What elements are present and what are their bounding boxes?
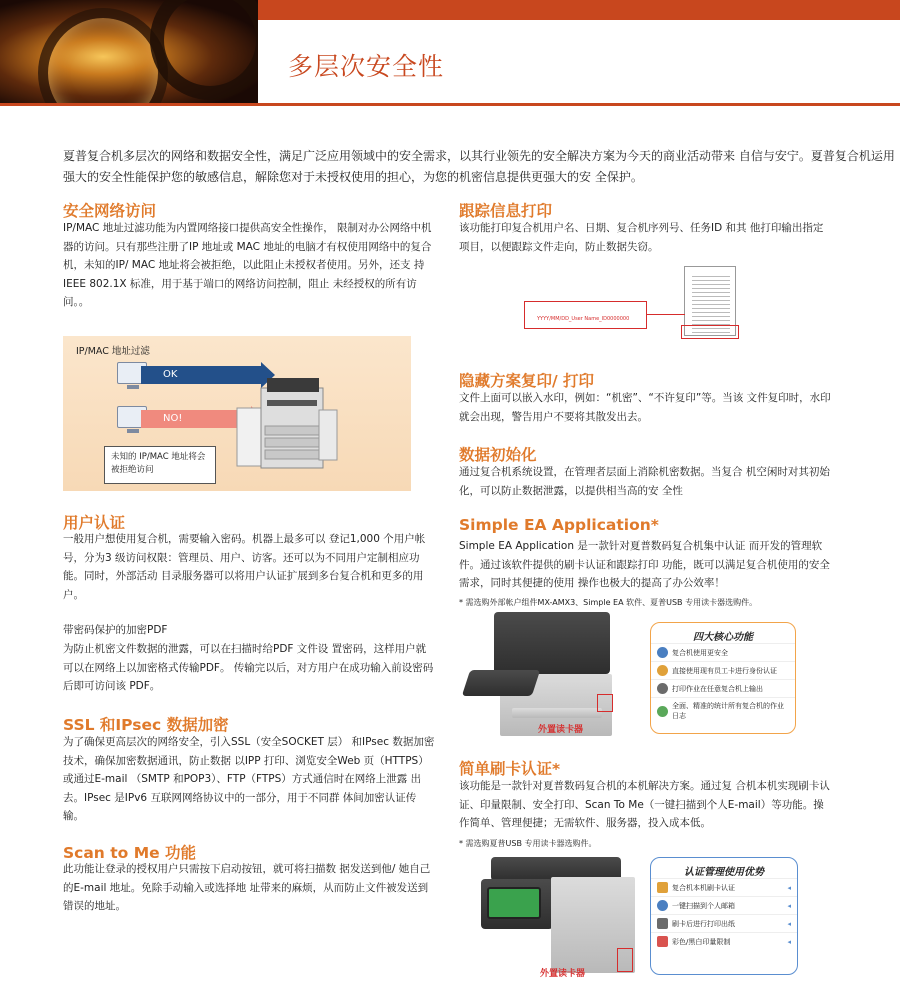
copier-icon [231,370,341,480]
user-auth-body: 一般用户想使用复合机，需要输入密码。机器上最多可以 登记1,000 个用户帐号，分为3 级访问权限：管理员、用户、访客。还可以为不同用户定制相应功能。同时，外部活动 目录服务器可以将用户认证扩展到多台复合机和更多的用户。 [63,533,426,601]
feature-item: 复合机使用更安全 [651,643,795,661]
feature-item: 全面、精准的统计所有复合机的作业日志 [651,697,795,724]
printer-icon [657,918,668,929]
card-reader-highlight [617,948,633,972]
mfp-image [466,612,644,740]
no-label: NO! [163,413,183,424]
tracking-figure [524,266,739,346]
intro-paragraph: 夏普复合机多层次的网络和数据安全性，满足广泛应用领域中的安全需求，以其行业领先的安全解决方案为今天的商业活动带来 自信与安宁。夏普复合机运用强大的安全性能保护您的敏感信息，解除您对于未授权使用的担心，为您的机密信息提供更强大的安 全保护。 [63,149,895,184]
tracking-body: 该功能打印复合机用户名、日期、复合机序列号、任务ID 和其 他打印输出指定项目，以便跟踪文件走向，防止数据失窃。 [459,222,824,253]
card-reader-label: 外置读卡器 [538,725,584,735]
card-reader-highlight [597,694,613,712]
tracking-heading: 跟踪信息打印 [459,202,553,220]
header-photo [0,0,258,103]
scan-to-me-heading: Scan to Me 功能 [63,844,197,862]
net-access-heading: 安全网络访问 [63,202,157,220]
advantage-item: 彩色/黑白印量限制 ◂ [651,932,797,950]
printer-icon [657,683,668,694]
header-accent-bar [258,0,900,20]
mail-icon [657,900,668,911]
pdf-subtitle: 带密码保护的加密PDF [63,624,168,636]
header-banner [0,0,900,105]
chevron-left-icon: ◂ [787,937,791,946]
ipmac-filter-figure [63,336,411,491]
page-title: 多层次安全性 [288,52,445,81]
card-icon [657,665,668,676]
auth-advantages-panel [650,857,798,975]
advantage-item: 刷卡后进行打印出纸 ◂ [651,914,797,932]
chevron-left-icon: ◂ [787,919,791,928]
auth-advantages-title: 认证管理使用优势 [684,867,764,878]
user-auth-heading: 用户认证 [63,514,126,532]
chevron-left-icon: ◂ [787,901,791,910]
ssl-body: 为了确保更高层次的网络安全，引入SSL（安全SOCKET 层） 和IPsec 数据加密技术，确保加密数据通讯，防止数据 以IPP 打印、浏览安全Web 页（HTTPS）或通过E-mail （SMTP 和POP3）、FTP（FTPS）方式通信时在网络上泄露 出去。IPsec 是IPv6 互联网网络协议中的一部分，用于不同群 体间加密认证传输。 [63,736,435,822]
data-init-heading: 数据初始化 [459,446,537,464]
chart-icon [657,706,668,717]
scan-to-me-body: 此功能让登录的授权用户只需按下启动按钮，就可将扫描数 据发送到他/ 她自己的E-mail 地址。免除手动输入或选择地 址带来的麻烦，从而防止文件被发送到错误的地址。 [63,863,431,912]
card-auth-body: 该功能是一款针对夏普数码复合机的本机解决方案。通过复 合机本机实现刷卡认证、印量限制、安全打印、Scan To Me（一键扫描到个人E-mail）等功能。操作简单、管理便捷；无需软件、服务器，投入成本低。 [459,780,830,829]
feature-item: 打印作业在任意复合机上输出 [651,679,795,697]
data-init-body: 通过复合机系统设置，在管理者层面上消除机密数据。当复合 机空闲时对其初始化，可以防止数据泄露，以提供相当高的安 全性 [459,466,830,497]
card-auth-heading: 简单刷卡认证* [459,760,561,778]
simple-ea-note: * 需选购外部帐户组件MX-AMX3、Simple EA 软件、夏普USB 专用读卡器选购件。 [459,598,758,607]
feature-item: 直接使用现有员工卡进行身份认证 [651,661,795,679]
color-icon [657,936,668,947]
ipmac-figure-label: IP/MAC 地址过滤 [76,346,150,357]
stamp-highlight [681,325,739,339]
lock-icon [657,647,668,658]
hidden-pattern-heading: 隐藏方案复印/ 打印 [459,372,595,390]
header-underline [0,103,900,106]
card-reader-label: 外置读卡器 [540,969,586,979]
chevron-left-icon: ◂ [787,883,791,892]
hidden-pattern-body: 文件上面可以嵌入水印，例如：“机密”、“不许复印”等。当该 文件复印时，水印就会出现，警告用户不要将其散发出去。 [459,392,831,423]
core-features-panel [650,622,796,734]
net-access-body: IP/MAC 地址过滤功能为内置网络接口提供高安全性操作， 限制对办公网络中机器的访问。只有那些注册了IP 地址或 MAC 地址的电脑才有权使用网络中的复合机，未知的IP/ MAC 地址将会被拒绝，以此阻止未授权者使用。另外，还支 持IEEE 802.1X 标准，用于基于端口的网络访问控制，阻止 未经授权的所有访问。。 [63,222,432,308]
card-icon [657,882,668,893]
unknown-address-callout: 未知的 IP/MAC 地址将会被拒绝访问 [104,446,216,484]
pdf-body: 为防止机密文件数据的泄露，可以在扫描时给PDF 文件设 置密码，这样用户就可以在网络上以加密格式传输PDF。 传输完以后，对方用户在成功输入前设密码后即可访问该 PDF。 [63,643,434,692]
tracking-stamp: YYYY/MM/DD_User Name_ID0000000 [524,301,647,329]
ok-label: OK [163,369,178,380]
ssl-heading: SSL 和IPsec 数据加密 [63,716,229,734]
core-features-title: 四大核心功能 [693,632,753,643]
advantage-item: 复合机本机刷卡认证 ◂ [651,878,797,896]
advantage-item: 一键扫描到个人邮箱 ◂ [651,896,797,914]
simple-ea-heading: Simple EA Application* [459,516,659,534]
touch-screen [487,887,541,919]
card-auth-note: * 需选购夏普USB 专用读卡器选购件。 [459,839,597,848]
simple-ea-body: Simple EA Application 是一款针对夏普数码复合机集中认证 而开发的管理软件。通过该软件提供的刷卡认证和跟踪打印 功能，既可以满足复合机使用的安全需求，同时其便捷的使用 操作也极大的提高了办公效率！ [459,540,830,589]
